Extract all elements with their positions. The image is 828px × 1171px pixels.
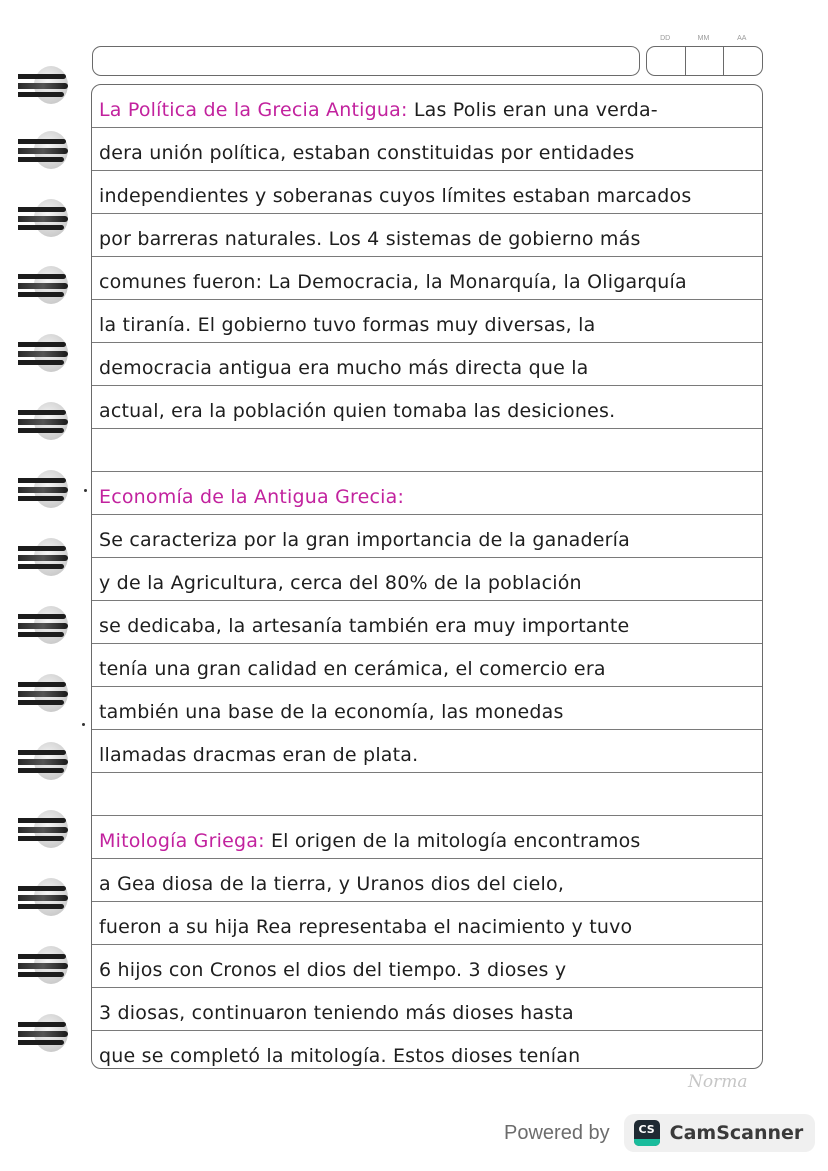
section-heading-economia: Economía de la Antigua Grecia: xyxy=(99,486,405,508)
text-line: 3 diosas, continuaron teniendo más dioses hasta xyxy=(99,1002,574,1024)
camscanner-logo-icon xyxy=(634,1120,660,1146)
title-field xyxy=(92,46,640,76)
spiral-ring-icon xyxy=(18,338,70,368)
spiral-ring-icon xyxy=(18,950,70,980)
ruled-line xyxy=(92,686,762,687)
spiral-ring-icon xyxy=(18,746,70,776)
logo-text: CS xyxy=(638,1123,655,1136)
text-line: la tiranía. El gobierno tuvo formas muy diversas, la xyxy=(99,314,596,336)
ruled-line xyxy=(92,428,762,429)
spiral-ring-icon xyxy=(18,814,70,844)
text-line: 6 hijos con Cronos el dios del tiempo. 3 dioses y xyxy=(99,959,567,981)
ruled-line xyxy=(92,299,762,300)
ruled-line xyxy=(92,127,762,128)
date-label-year: AA xyxy=(737,35,747,42)
ruled-line xyxy=(92,944,762,945)
text-line xyxy=(99,93,752,127)
text-line: Se caracteriza por la gran importancia de la ganadería xyxy=(99,529,631,551)
spiral-ring-icon xyxy=(18,678,70,708)
spiral-ring-icon xyxy=(18,203,70,233)
text-line: a Gea diosa de la tierra, y Uranos dios del cielo, xyxy=(99,873,565,895)
ruled-line xyxy=(92,385,762,386)
text-line: actual, era la población quien tomaba las desiciones. xyxy=(99,400,616,422)
ruled-line xyxy=(92,772,762,773)
ruled-line xyxy=(92,858,762,859)
camscanner-name: CamScanner xyxy=(669,1122,804,1144)
ruled-line xyxy=(92,170,762,171)
spiral-ring-icon xyxy=(18,1018,70,1048)
section-heading-mitologia: Mitología Griega: xyxy=(99,830,265,852)
ruled-line xyxy=(92,1030,762,1031)
spiral-ring-icon xyxy=(18,270,70,300)
text-line: por barreras naturales. Los 4 sistemas de gobierno más xyxy=(99,228,641,250)
text-line: democracia antigua era mucho más directa que la xyxy=(99,357,589,379)
text-line: independientes y soberanas cuyos límites estaban marcados xyxy=(99,185,692,207)
text-line: que se completó la mitología. Estos dioses tenían xyxy=(99,1045,581,1067)
text-line: dera unión política, estaban constituidas por entidades xyxy=(99,142,635,164)
spiral-ring-icon xyxy=(18,610,70,640)
text-line: llamadas dracmas eran de plata. xyxy=(99,744,419,766)
ruled-line xyxy=(92,815,762,816)
ruled-line xyxy=(92,471,762,472)
spiral-ring-icon xyxy=(18,70,70,100)
ruled-line xyxy=(92,600,762,601)
text-line: también una base de la economía, las monedas xyxy=(99,701,564,723)
powered-by-label: Powered by xyxy=(504,1121,610,1144)
ruled-line xyxy=(92,342,762,343)
spiral-ring-icon xyxy=(18,406,70,436)
notebook-brand-logo: Norma xyxy=(688,1072,748,1092)
ruled-line xyxy=(92,643,762,644)
ruled-line xyxy=(92,256,762,257)
text-span: El origen de la mitología encontramos xyxy=(270,830,641,852)
spiral-ring-icon xyxy=(18,542,70,572)
ruled-line xyxy=(92,213,762,214)
ruled-line xyxy=(92,514,762,515)
ruled-line xyxy=(92,729,762,730)
text-line: comunes fueron: La Democracia, la Monarquía, la Oligarquía xyxy=(99,271,687,293)
date-labels xyxy=(646,35,761,42)
spiral-ring-icon xyxy=(18,135,70,165)
ruled-line xyxy=(92,987,762,988)
date-year-cell xyxy=(724,47,762,75)
text-line: fueron a su hija Rea representaba el nacimiento y tuvo xyxy=(99,916,633,938)
date-label-month: MM xyxy=(697,35,710,42)
text-line: tenía una gran calidad en cerámica, el comercio era xyxy=(99,658,606,680)
spiral-ring-icon xyxy=(18,474,70,504)
section-heading-politica: La Política de la Grecia Antigua: xyxy=(99,99,408,121)
date-day-cell xyxy=(647,47,686,75)
date-month-cell xyxy=(686,47,725,75)
camscanner-footer xyxy=(504,1114,815,1152)
text-line xyxy=(99,824,752,858)
margin-dot xyxy=(82,723,85,726)
text-line: y de la Agricultura, cerca del 80% de la población xyxy=(99,572,582,594)
ruled-line xyxy=(92,901,762,902)
date-field xyxy=(646,46,763,76)
text-line: se dedicaba, la artesanía también era muy importante xyxy=(99,615,630,637)
camscanner-badge[interactable] xyxy=(624,1114,816,1152)
margin-dot xyxy=(84,489,87,492)
date-label-day: DD xyxy=(660,35,671,42)
spiral-ring-icon xyxy=(18,882,70,912)
notebook-page xyxy=(91,84,763,1069)
ruled-line xyxy=(92,557,762,558)
text-span: Las Polis eran una verda- xyxy=(413,99,658,121)
